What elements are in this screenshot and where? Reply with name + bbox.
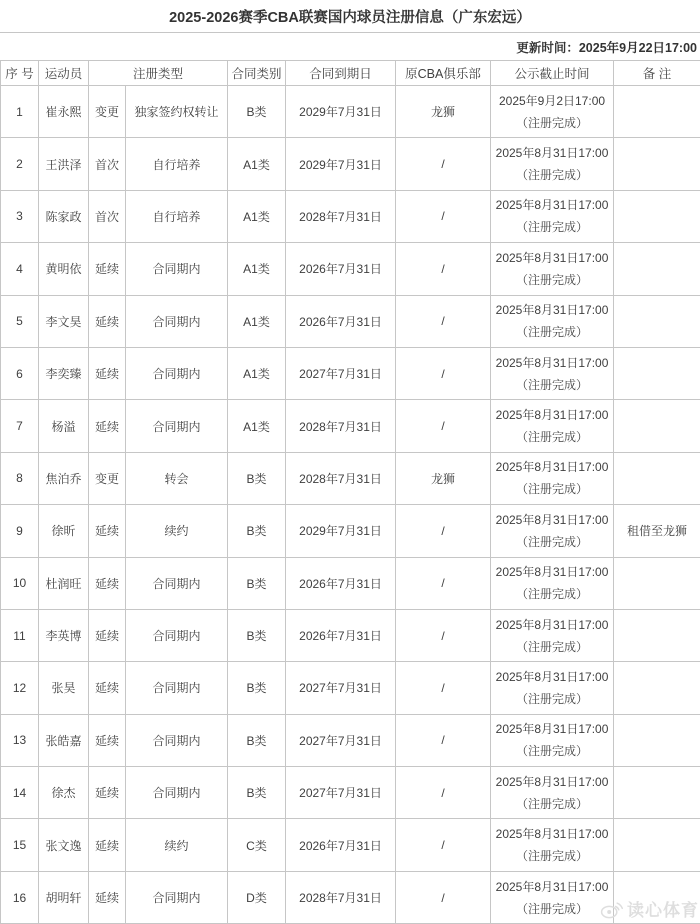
header-contract-expiry: 合同到期日 (286, 61, 396, 86)
cell-deadline (491, 190, 614, 242)
cell-deadline (491, 767, 614, 819)
cell-contract-class: B类 (228, 609, 286, 661)
cell-reg-type: 延续 (89, 243, 126, 295)
cell-contract-expiry: 2028年7月31日 (286, 871, 396, 923)
deadline-note: （注册完成） (516, 796, 589, 811)
cell-former-club: / (396, 609, 491, 661)
cell-reg-type: 首次 (89, 138, 126, 190)
table-row (1, 400, 700, 452)
cell-no: 9 (1, 505, 39, 557)
cell-contract-expiry: 2027年7月31日 (286, 714, 396, 766)
cell-contract-class: B类 (228, 505, 286, 557)
cell-reg-detail: 续约 (126, 819, 228, 871)
cell-player: 陈家政 (39, 190, 89, 242)
table-row (1, 767, 700, 819)
table-row (1, 86, 700, 138)
cell-reg-detail: 自行培养 (126, 190, 228, 242)
cell-player: 黄明依 (39, 243, 89, 295)
cell-reg-type: 延续 (89, 295, 126, 347)
cell-reg-detail: 合同期内 (126, 243, 228, 295)
cell-remark (614, 138, 700, 190)
cell-deadline (491, 347, 614, 399)
table-row (1, 505, 700, 557)
cell-former-club: / (396, 347, 491, 399)
table-row (1, 819, 700, 871)
cell-contract-class: C类 (228, 819, 286, 871)
cell-no: 8 (1, 452, 39, 504)
deadline-time: 2025年8月31日17:00 (495, 303, 609, 318)
cell-contract-class: A1类 (228, 190, 286, 242)
deadline-note: （注册完成） (516, 377, 589, 392)
page-title: 2025-2026赛季CBA联赛国内球员注册信息（广东宏远） (0, 0, 700, 33)
cell-reg-detail: 独家签约权转让 (126, 86, 228, 138)
table-row (1, 714, 700, 766)
cell-reg-type: 延续 (89, 767, 126, 819)
deadline-time: 2025年8月31日17:00 (495, 722, 609, 737)
cell-reg-detail: 合同期内 (126, 347, 228, 399)
header-former-club: 原CBA俱乐部 (396, 61, 491, 86)
cell-reg-type: 延续 (89, 347, 126, 399)
deadline-time: 2025年8月31日17:00 (495, 355, 609, 370)
cell-player: 崔永熙 (39, 86, 89, 138)
deadline-note: （注册完成） (516, 220, 589, 235)
cell-remark: 租借至龙狮 (614, 505, 700, 557)
cell-deadline (491, 243, 614, 295)
cell-contract-class: B类 (228, 767, 286, 819)
deadline-time: 2025年8月31日17:00 (495, 617, 609, 632)
cell-contract-class: B类 (228, 557, 286, 609)
cell-contract-class: A1类 (228, 243, 286, 295)
cell-contract-expiry: 2027年7月31日 (286, 347, 396, 399)
cell-no: 13 (1, 714, 39, 766)
cell-reg-detail: 转会 (126, 452, 228, 504)
cell-reg-type: 延续 (89, 662, 126, 714)
cell-player: 张文逸 (39, 819, 89, 871)
cell-deadline (491, 819, 614, 871)
cell-former-club: / (396, 662, 491, 714)
cell-player: 李奕臻 (39, 347, 89, 399)
cell-contract-expiry: 2026年7月31日 (286, 557, 396, 609)
deadline-time: 2025年8月31日17:00 (495, 250, 609, 265)
cell-former-club: / (396, 819, 491, 871)
deadline-time: 2025年8月31日17:00 (495, 669, 609, 684)
cell-reg-detail: 自行培养 (126, 138, 228, 190)
cell-former-club: / (396, 714, 491, 766)
cell-no: 5 (1, 295, 39, 347)
deadline-note: （注册完成） (516, 168, 589, 183)
cell-contract-class: B类 (228, 452, 286, 504)
table-row (1, 662, 700, 714)
deadline-time: 2025年8月31日17:00 (495, 512, 609, 527)
cell-remark (614, 609, 700, 661)
table-row (1, 452, 700, 504)
cell-deadline (491, 295, 614, 347)
cell-no: 14 (1, 767, 39, 819)
cell-reg-type: 延续 (89, 819, 126, 871)
deadline-note: （注册完成） (516, 272, 589, 287)
cell-contract-expiry: 2026年7月31日 (286, 295, 396, 347)
cell-remark (614, 557, 700, 609)
cell-remark (614, 714, 700, 766)
cell-no: 6 (1, 347, 39, 399)
deadline-time: 2025年8月31日17:00 (495, 827, 609, 842)
cell-former-club: / (396, 243, 491, 295)
cell-former-club: / (396, 138, 491, 190)
deadline-note: （注册完成） (516, 901, 589, 916)
cell-contract-class: B类 (228, 86, 286, 138)
deadline-note: （注册完成） (516, 115, 589, 130)
cell-contract-class: A1类 (228, 295, 286, 347)
table-row (1, 347, 700, 399)
cell-no: 16 (1, 871, 39, 923)
deadline-note: （注册完成） (516, 639, 589, 654)
cell-reg-detail: 合同期内 (126, 767, 228, 819)
table-row (1, 609, 700, 661)
cell-no: 15 (1, 819, 39, 871)
cell-no: 11 (1, 609, 39, 661)
cell-remark (614, 400, 700, 452)
cell-deadline (491, 871, 614, 923)
cell-reg-type: 延续 (89, 609, 126, 661)
cell-player: 李文昊 (39, 295, 89, 347)
cell-deadline (491, 138, 614, 190)
deadline-time: 2025年8月31日17:00 (495, 774, 609, 789)
cell-reg-type: 延续 (89, 557, 126, 609)
cell-reg-detail: 合同期内 (126, 400, 228, 452)
cell-reg-detail: 合同期内 (126, 609, 228, 661)
cell-contract-expiry: 2028年7月31日 (286, 190, 396, 242)
deadline-note: （注册完成） (516, 744, 589, 759)
table-row (1, 138, 700, 190)
cell-reg-detail: 合同期内 (126, 295, 228, 347)
cell-no: 2 (1, 138, 39, 190)
cell-no: 1 (1, 86, 39, 138)
table-row (1, 295, 700, 347)
cell-contract-class: D类 (228, 871, 286, 923)
cell-reg-detail: 合同期内 (126, 662, 228, 714)
cell-reg-type: 延续 (89, 714, 126, 766)
deadline-note: （注册完成） (516, 691, 589, 706)
cell-contract-expiry: 2026年7月31日 (286, 819, 396, 871)
cell-contract-expiry: 2029年7月31日 (286, 505, 396, 557)
update-time: 更新时间：2025年9月22日17:00 (516, 40, 697, 55)
cell-player: 张皓嘉 (39, 714, 89, 766)
cell-player: 杜润旺 (39, 557, 89, 609)
cell-player: 王洪泽 (39, 138, 89, 190)
cell-contract-class: B类 (228, 662, 286, 714)
cell-reg-detail: 合同期内 (126, 871, 228, 923)
header-remark: 备 注 (614, 61, 700, 86)
cell-remark (614, 819, 700, 871)
cell-former-club: / (396, 557, 491, 609)
cell-no: 3 (1, 190, 39, 242)
header-player: 运动员 (39, 61, 89, 86)
cell-player: 张昊 (39, 662, 89, 714)
deadline-time: 2025年8月31日17:00 (495, 198, 609, 213)
cell-contract-expiry: 2029年7月31日 (286, 138, 396, 190)
deadline-note: （注册完成） (516, 325, 589, 340)
cell-deadline (491, 557, 614, 609)
cell-remark (614, 452, 700, 504)
cell-former-club: / (396, 295, 491, 347)
registration-table (0, 60, 700, 924)
cell-remark (614, 871, 700, 923)
cell-former-club: / (396, 871, 491, 923)
deadline-time: 2025年8月31日17:00 (495, 565, 609, 580)
watermark-text: 读心体育 (627, 901, 699, 920)
header-row (1, 61, 700, 86)
cell-no: 10 (1, 557, 39, 609)
cell-player: 徐杰 (39, 767, 89, 819)
cell-remark (614, 347, 700, 399)
cell-contract-expiry: 2027年7月31日 (286, 662, 396, 714)
deadline-note: （注册完成） (516, 534, 589, 549)
deadline-note: （注册完成） (516, 587, 589, 602)
table-body (1, 86, 700, 924)
cell-reg-type: 延续 (89, 871, 126, 923)
cell-former-club: / (396, 400, 491, 452)
cell-remark (614, 86, 700, 138)
cell-deadline (491, 452, 614, 504)
deadline-note: （注册完成） (516, 430, 589, 445)
cell-player: 焦泊乔 (39, 452, 89, 504)
cell-deadline (491, 714, 614, 766)
table-row (1, 243, 700, 295)
deadline-time: 2025年9月2日17:00 (498, 93, 606, 108)
cell-reg-type: 延续 (89, 505, 126, 557)
cell-no: 4 (1, 243, 39, 295)
cell-remark (614, 295, 700, 347)
cell-remark (614, 243, 700, 295)
cell-contract-expiry: 2029年7月31日 (286, 86, 396, 138)
cell-deadline (491, 505, 614, 557)
cell-former-club: / (396, 767, 491, 819)
cell-contract-class: B类 (228, 714, 286, 766)
cell-contract-class: A1类 (228, 347, 286, 399)
cell-remark (614, 662, 700, 714)
cell-player: 杨溢 (39, 400, 89, 452)
cell-reg-type: 首次 (89, 190, 126, 242)
cell-remark (614, 190, 700, 242)
cell-deadline (491, 609, 614, 661)
cell-reg-detail: 合同期内 (126, 714, 228, 766)
cell-reg-type: 延续 (89, 400, 126, 452)
deadline-time: 2025年8月31日17:00 (495, 879, 609, 894)
cell-player: 胡明轩 (39, 871, 89, 923)
cell-contract-class: A1类 (228, 400, 286, 452)
deadline-note: （注册完成） (516, 849, 589, 864)
header-no: 序 号 (1, 61, 39, 86)
cell-player: 李英博 (39, 609, 89, 661)
cell-no: 12 (1, 662, 39, 714)
deadline-time: 2025年8月31日17:00 (495, 146, 609, 161)
cell-reg-type: 变更 (89, 452, 126, 504)
cell-contract-expiry: 2026年7月31日 (286, 243, 396, 295)
cell-contract-expiry: 2027年7月31日 (286, 767, 396, 819)
cell-former-club: 龙狮 (396, 86, 491, 138)
deadline-time: 2025年8月31日17:00 (495, 408, 609, 423)
cell-contract-expiry: 2026年7月31日 (286, 609, 396, 661)
cell-remark (614, 767, 700, 819)
cell-deadline (491, 662, 614, 714)
table-row (1, 871, 700, 923)
cell-former-club: 龙狮 (396, 452, 491, 504)
cell-no: 7 (1, 400, 39, 452)
cell-deadline (491, 400, 614, 452)
header-contract-class: 合同类别 (228, 61, 286, 86)
cell-former-club: / (396, 190, 491, 242)
cell-contract-class: A1类 (228, 138, 286, 190)
header-deadline: 公示截止时间 (491, 61, 614, 86)
header-reg-type: 注册类型 (89, 61, 228, 86)
cell-reg-detail: 续约 (126, 505, 228, 557)
cell-reg-detail: 合同期内 (126, 557, 228, 609)
cell-deadline (491, 86, 614, 138)
cell-player: 徐昕 (39, 505, 89, 557)
cell-contract-expiry: 2028年7月31日 (286, 452, 396, 504)
table-row (1, 557, 700, 609)
deadline-note: （注册完成） (516, 482, 589, 497)
deadline-time: 2025年8月31日17:00 (495, 460, 609, 475)
table-row (1, 190, 700, 242)
cell-contract-expiry: 2028年7月31日 (286, 400, 396, 452)
cell-former-club: / (396, 505, 491, 557)
cell-reg-type: 变更 (89, 86, 126, 138)
